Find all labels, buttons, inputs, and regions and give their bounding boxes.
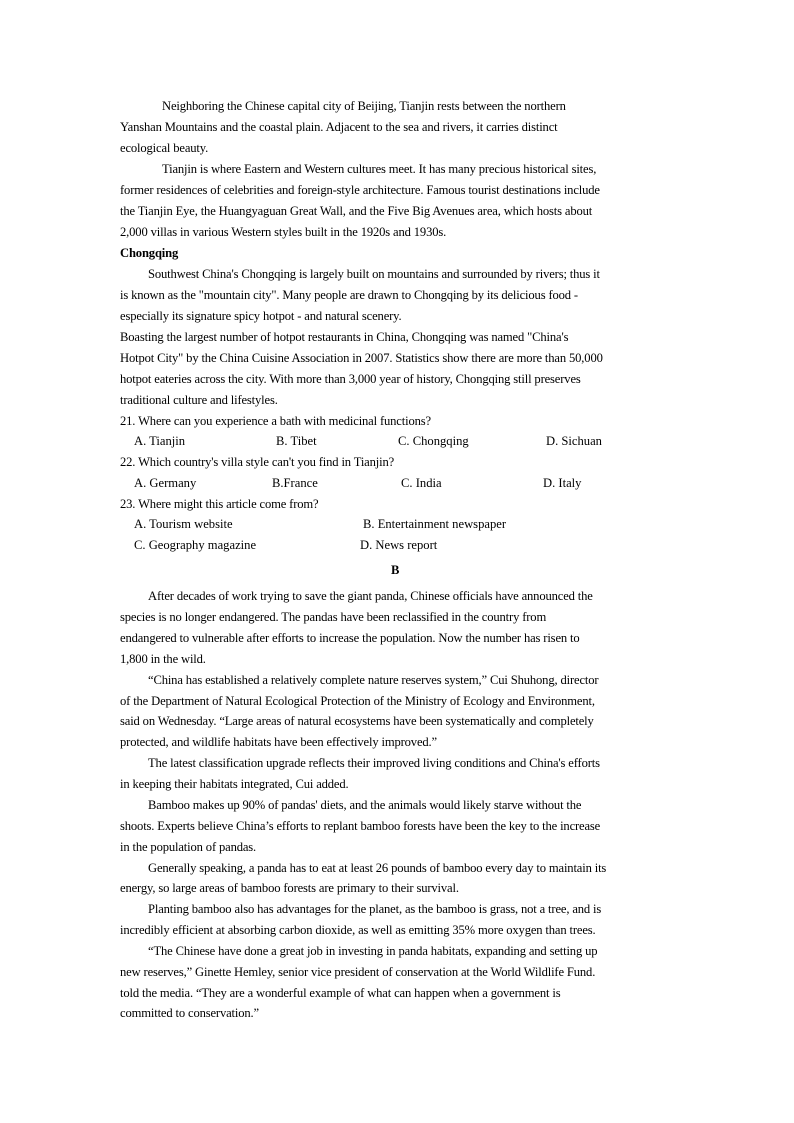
b-p7-line3: told the media. “They are a wonderful example of what can happen when a government is bbox=[120, 986, 561, 1000]
b-p4-line2: shoots. Experts believe China’s efforts to replant bamboo forests have been the key to the increase bbox=[120, 819, 601, 833]
b-p2-line3: said on Wednesday. “Large areas of natural ecosystems have been systematically and completely bbox=[120, 714, 594, 728]
question-21-option-d: D. Sichuan bbox=[546, 434, 602, 448]
question-22-option-c: C. India bbox=[401, 476, 442, 490]
b-p6-line2: incredibly efficient at absorbing carbon dioxide, as well as emitting 35% more oxygen than trees. bbox=[120, 923, 596, 937]
b-p3-line1: The latest classification upgrade reflects their improved living conditions and China's efforts bbox=[148, 756, 600, 770]
chongqing-p2-line2: Hotpot City" by the China Cuisine Association in 2007. Statistics show there are more than 50,000 bbox=[120, 351, 603, 365]
b-p3-line2: in keeping their habitats integrated, Cui added. bbox=[120, 777, 349, 791]
chongqing-p1-line1: Southwest China's Chongqing is largely built on mountains and surrounded by rivers; thus it bbox=[148, 267, 600, 281]
b-p1-line2: species is no longer endangered. The pandas have been reclassified in the country from bbox=[120, 610, 547, 624]
chongqing-p2-line3: hotpot eateries across the city. With more than 3,000 year of history, Chongqing still preserves bbox=[120, 372, 581, 386]
question-21-option-c: C. Chongqing bbox=[398, 434, 469, 448]
chongqing-p2-line1: Boasting the largest number of hotpot restaurants in China, Chongqing was named "China's bbox=[120, 330, 569, 344]
question-22-option-d: D. Italy bbox=[543, 476, 582, 490]
tianjin-p2-line2: former residences of celebrities and foreign-style architecture. Famous tourist destinations include bbox=[120, 183, 600, 197]
chongqing-heading: Chongqing bbox=[120, 246, 179, 260]
tianjin-p1-line3: ecological beauty. bbox=[120, 141, 209, 155]
tianjin-p2-line1: Tianjin is where Eastern and Western cultures meet. It has many precious historical sites, bbox=[162, 162, 597, 176]
question-23-option-d: D. News report bbox=[360, 538, 438, 552]
b-p5-line1: Generally speaking, a panda has to eat at least 26 pounds of bamboo every day to maintain its bbox=[148, 861, 607, 875]
b-p6-line1: Planting bamboo also has advantages for the planet, as the bamboo is grass, not a tree, and is bbox=[148, 902, 602, 916]
b-p2-line4: protected, and wildlife habitats have been effectively improved.” bbox=[120, 735, 437, 749]
question-23: 23. Where might this article come from? bbox=[120, 497, 319, 511]
b-p7-line4: committed to conservation.” bbox=[120, 1006, 259, 1020]
tianjin-p2-line4: 2,000 villas in various Western styles built in the 1920s and 1930s. bbox=[120, 225, 447, 239]
tianjin-p1-line1: Neighboring the Chinese capital city of Beijing, Tianjin rests between the northern bbox=[162, 99, 566, 113]
chongqing-p2-line4: traditional culture and lifestyles. bbox=[120, 393, 278, 407]
tianjin-p2-line3: the Tianjin Eye, the Huangyaguan Great Wall, and the Five Big Avenues area, which hosts about bbox=[120, 204, 593, 218]
question-22-option-b: B.France bbox=[272, 476, 318, 490]
question-21: 21. Where can you experience a bath with medicinal functions? bbox=[120, 414, 431, 428]
question-23-option-a: A. Tourism website bbox=[134, 517, 233, 531]
b-p2-line2: of the Department of Natural Ecological Protection of the Ministry of Ecology and Environment, bbox=[120, 694, 595, 708]
question-23-option-c: C. Geography magazine bbox=[134, 538, 257, 552]
question-21-option-a: A. Tianjin bbox=[134, 434, 186, 448]
b-p1-line4: 1,800 in the wild. bbox=[120, 652, 206, 666]
b-p1-line1: After decades of work trying to save the giant panda, Chinese officials have announced the bbox=[148, 589, 593, 603]
b-p1-line3: endangered to vulnerable after efforts to increase the population. Now the number has risen to bbox=[120, 631, 580, 645]
b-p7-line2: new reserves,” Ginette Hemley, senior vice president of conservation at the World Wildlife Fund. bbox=[120, 965, 596, 979]
chongqing-p1-line2: is known as the "mountain city". Many people are drawn to Chongqing by its delicious food - bbox=[120, 288, 578, 302]
question-22-option-a: A. Germany bbox=[134, 476, 197, 490]
b-p4-line3: in the population of pandas. bbox=[120, 840, 257, 854]
tianjin-p1-line2: Yanshan Mountains and the coastal plain. Adjacent to the sea and rivers, it carries distinct bbox=[120, 120, 558, 134]
b-p4-line1: Bamboo makes up 90% of pandas' diets, and the animals would likely starve without the bbox=[148, 798, 582, 812]
b-p2-line1: “China has established a relatively complete nature reserves system,” Cui Shuhong, director bbox=[148, 673, 599, 687]
question-21-option-b: B. Tibet bbox=[276, 434, 317, 448]
b-p5-line2: energy, so large areas of bamboo forests are primary to their survival. bbox=[120, 881, 459, 895]
b-p7-line1: “The Chinese have done a great job in investing in panda habitats, expanding and setting up bbox=[148, 944, 598, 958]
question-23-option-b: B. Entertainment newspaper bbox=[363, 517, 507, 531]
section-b-heading: B bbox=[391, 563, 400, 577]
question-22: 22. Which country's villa style can't you find in Tianjin? bbox=[120, 455, 395, 469]
chongqing-p1-line3: especially its signature spicy hotpot - and natural scenery. bbox=[120, 309, 402, 323]
